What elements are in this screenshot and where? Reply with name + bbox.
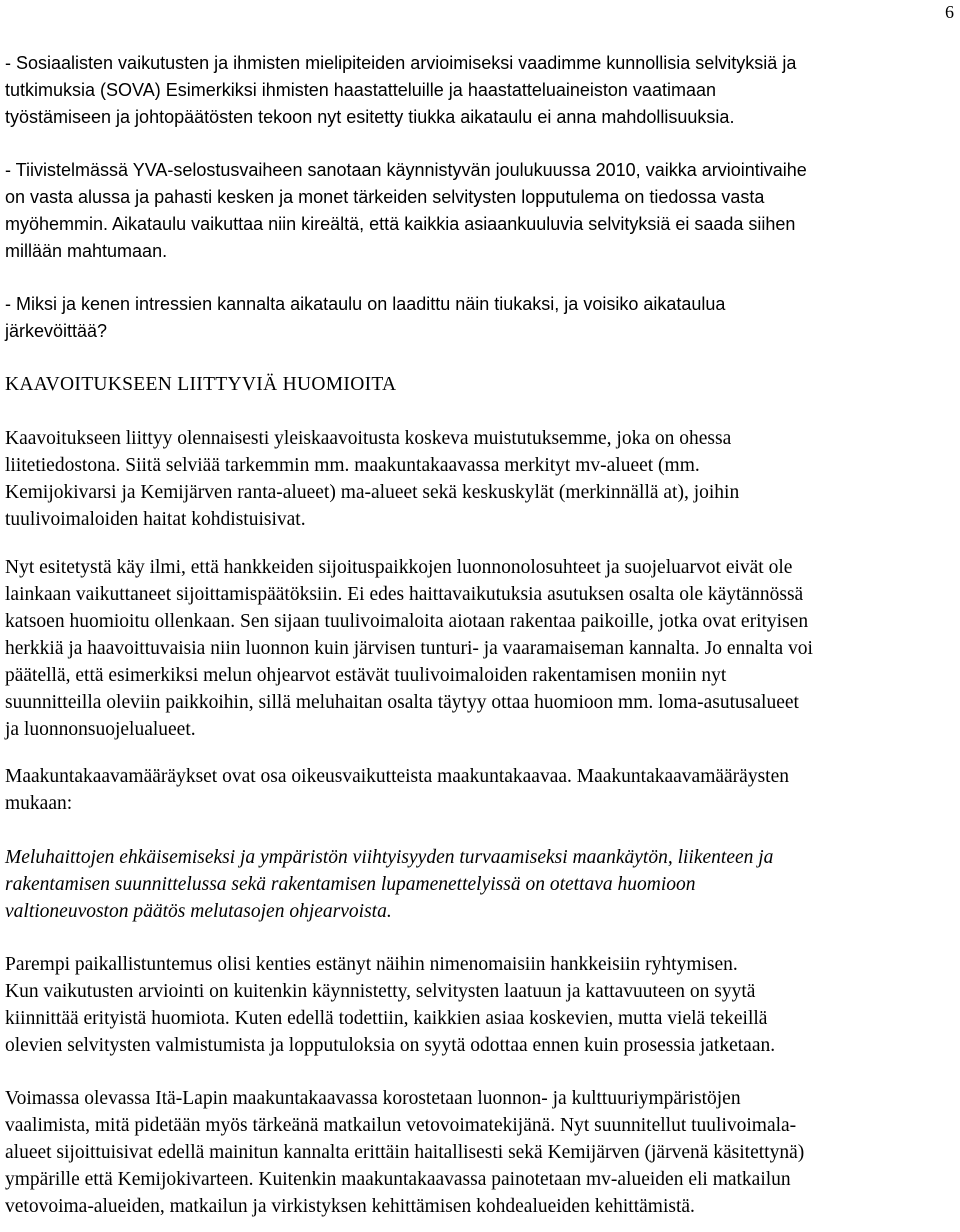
text-line: mukaan:	[5, 793, 73, 814]
paragraph-tiivistelma	[5, 157, 807, 265]
text-line: valtioneuvoston päätös melutasojen ohjearvoista.	[5, 901, 392, 922]
text-line: millään mahtumaan.	[5, 241, 168, 261]
paragraph-miksi	[5, 291, 725, 345]
text-line: Voimassa olevassa Itä-Lapin maakuntakaavassa korostetaan luonnon- ja kulttuuriympäristöjen	[5, 1088, 741, 1109]
text-line: rakentamisen suunnittelussa sekä rakentamisen lupamenettelyissä on otettava huomioon	[5, 874, 696, 895]
text-line: - Miksi ja kenen intressien kannalta aikataulu on laadittu näin tiukaksi, ja voisiko aikataulua	[5, 294, 726, 314]
text-line: alueet sijoittuisivat edellä mainitun kannalta erittäin haitallisesti sekä Kemijärven (järvenä käsitettynä)	[5, 1142, 805, 1163]
text-line: katsoen huomioitu ollenkaan. Sen sijaan tuulivoimaloita aiotaan rakentaa paikoille, jotka ovat erityisen	[5, 611, 809, 632]
text-line: Kaavoitukseen liittyy olennaisesti yleiskaavoitusta koskeva muistutuksemme, joka on ohessa	[5, 428, 732, 449]
text-line: ympärille että Kemijokivarteen. Kuitenkin maakuntakaavassa painotetaan mv-alueiden eli matkailun	[5, 1169, 791, 1190]
text-line: Kemijokivarsi ja Kemijärven ranta-alueet) ma-alueet sekä keskuskylät (merkinnällä at), joihin	[5, 482, 740, 503]
text-line: vaalimista, mitä pidetään myös tärkeänä matkailun vetovoimatekijänä. Nyt suunnitellut tuulivoimala-	[5, 1115, 797, 1136]
text-line: Meluhaittojen ehkäisemiseksi ja ympäristön viihtyisyyden turvaamiseksi maankäytön, liikenteen ja	[5, 847, 774, 868]
text-line: Parempi paikallistuntemus olisi kenties estänyt näihin nimenomaisiin hankkeisiin ryhtymisen.	[5, 954, 738, 975]
text-line: lainkaan vaikuttaneet sijoittamispäätöksiin. Ei edes haittavaikutuksia asutuksen osalta ole käytännössä	[5, 584, 804, 605]
text-line: järkevöittää?	[5, 321, 108, 341]
paragraph-sova	[5, 50, 796, 131]
text-line: KAAVOITUKSEEN LIITTYVIÄ HUOMIOITA	[5, 374, 397, 395]
text-line: suunnitteilla oleviin paikkoihin, sillä meluhaitan osalta täytyy ottaa huomioon mm. loma-asutusalueet	[5, 692, 799, 713]
text-line: Maakuntakaavamääräykset ovat osa oikeusvaikutteista maakuntakaavaa. Maakuntakaavamääräysten	[5, 766, 789, 787]
text-line: - Sosiaalisten vaikutusten ja ihmisten mielipiteiden arvioimiseksi vaadimme kunnollisia selvityksiä ja	[5, 53, 797, 73]
text-line: liitetiedostona. Siitä selviää tarkemmin mm. maakuntakaavassa merkityt mv-alueet (mm.	[5, 455, 700, 476]
text-line: kiinnittää erityistä huomiota. Kuten edellä todettiin, kaikkien asiaa koskevien, mutta vielä tekeillä	[5, 1008, 768, 1029]
paragraph-quote	[5, 844, 773, 925]
paragraph-kaavoitus	[5, 425, 739, 533]
paragraph-voimassa	[5, 1085, 804, 1220]
text-line: tutkimuksia (SOVA) Esimerkiksi ihmisten haastatteluille ja haastatteluaineiston vaatimaan	[5, 80, 716, 100]
text-line: Kun vaikutusten arviointi on kuitenkin käynnistetty, selvitysten laatuun ja kattavuuteen on syytä	[5, 981, 756, 1002]
text-line: myöhemmin. Aikataulu vaikuttaa niin kireältä, että kaikkia asiaankuuluvia selvityksiä ei saada siihen	[5, 214, 796, 234]
text-line: vetovoima-alueiden, matkailun ja virkistyksen kehittämisen kohdealueiden kehittämistä.	[5, 1196, 695, 1217]
text-line: tuulivoimaloiden haitat kohdistuisivat.	[5, 509, 306, 530]
paragraph-esitetysta	[5, 554, 813, 743]
text-line: - Tiivistelmässä YVA-selostusvaiheen sanotaan käynnistyvän joulukuussa 2010, vaikka arviointivaihe	[5, 160, 807, 180]
text-line: herkkiä ja haavoittuvaisia niin luonnon kuin järvisen tunturi- ja vaaramaiseman kannalta. Jo ennalta voi	[5, 638, 813, 659]
text-line: ja luonnonsuojelualueet.	[5, 719, 196, 740]
text-line: työstämiseen ja johtopäätösten tekoon nyt esitetty tiukka aikataulu ei anna mahdollisuuksia.	[5, 107, 735, 127]
paragraph-parempi	[5, 951, 775, 1059]
text-line: päätellä, että esimerkiksi melun ohjearvot estävät tuulivoimaloiden rakentamisen moniin nyt	[5, 665, 727, 686]
text-line: olevien selvitysten valmistumista ja lopputuloksia on syytä odottaa ennen kuin prosessia jatketaan.	[5, 1035, 776, 1056]
page-number: 6	[945, 2, 954, 22]
section-heading	[5, 371, 396, 398]
paragraph-maakuntakaava	[5, 763, 789, 817]
text-line: on vasta alussa ja pahasti kesken ja monet tärkeiden selvitysten lopputulema on tiedossa vasta	[5, 187, 765, 207]
text-line: Nyt esitetystä käy ilmi, että hankkeiden sijoituspaikkojen luonnonolosuhteet ja suojeluarvot eivät ole	[5, 557, 793, 578]
